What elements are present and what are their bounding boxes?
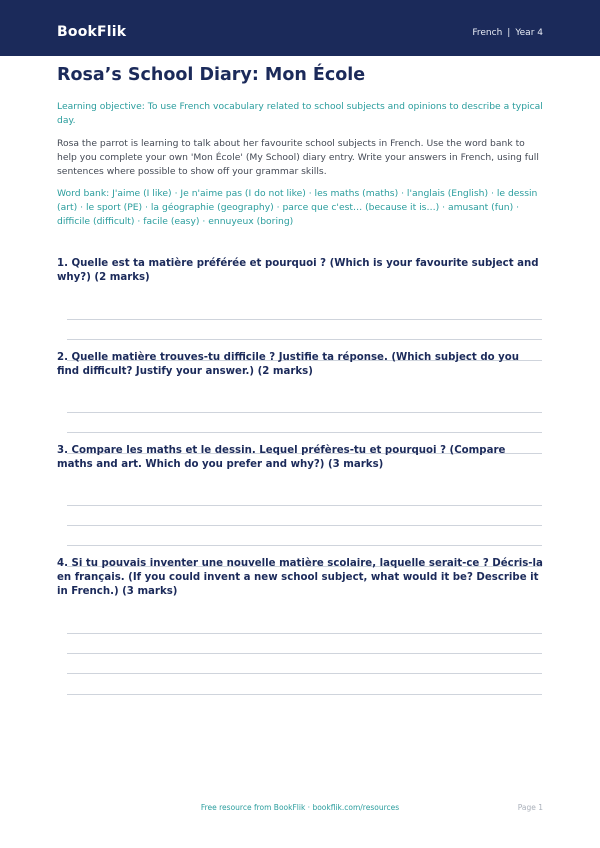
answer-line[interactable] <box>67 525 542 526</box>
answer-line[interactable] <box>67 432 542 433</box>
question-3: 3. Compare les maths et le dessin. Lequel préfères-tu et pourquoi ? (Compare maths and art. Which do you prefer and why?) (3 marks) <box>57 445 506 470</box>
year-label: Year 4 <box>515 28 543 38</box>
question-1: 1. Quelle est ta matière préférée et pourquoi ? (Which is your favourite subject and why?) (2 marks) <box>57 258 539 283</box>
header-bar <box>0 0 600 56</box>
learning-objective: Learning objective: To use French vocabulary related to school subjects and opinions to describe a typical day. <box>57 101 543 126</box>
question-4: 4. Si tu pouvais inventer une nouvelle matière scolaire, laquelle serait-ce ? Décris-la en français. (If you could invent a new school subject, what would it be? Describe it in French.) (3 marks) <box>57 558 543 597</box>
brand-logo-text: BookFlik <box>57 24 127 40</box>
answer-area-4[interactable] <box>67 633 543 695</box>
answer-line[interactable] <box>67 694 542 695</box>
subject-label: French <box>472 28 503 38</box>
meta-separator: | <box>507 28 511 38</box>
answer-line[interactable] <box>67 673 542 674</box>
word-bank: Word bank: J'aime (I like) · Je n'aime pas (I do not like) · les maths (maths) · l'anglais (English) · le dessin (art) · le sport (PE) · la géographie (geography) · parce que c'est… (because it is…) · amusant (fun) · difficile (difficult) · facile (easy) · ennuyeux (boring) <box>57 188 538 227</box>
question-2: 2. Quelle matière trouves-tu difficile ? Justifie ta réponse. (Which subject do you find difficult? Justify your answer.) (2 marks) <box>57 352 520 377</box>
answer-line[interactable] <box>67 412 542 413</box>
question-block <box>57 557 543 695</box>
page-title: Rosa’s School Diary: Mon École <box>57 65 366 85</box>
answer-line[interactable] <box>67 545 542 546</box>
answer-line[interactable] <box>67 319 542 320</box>
answer-line[interactable] <box>67 653 542 654</box>
question-block <box>57 444 543 567</box>
question-block <box>57 351 543 454</box>
subject-year-label <box>472 28 543 38</box>
worksheet-content <box>57 64 543 695</box>
question-block <box>57 257 543 361</box>
answer-line[interactable] <box>67 633 542 634</box>
intro-paragraph: Rosa the parrot is learning to talk about her favourite school subjects in French. Use the word bank to help you complete your own 'Mon École' (My School) diary entry. Write your answers in French, using full sentences where possible to show off your grammar skills. <box>57 138 539 177</box>
footer-credit: Free resource from BookFlik · bookflik.com/resources <box>200 803 400 812</box>
answer-line[interactable] <box>67 339 542 340</box>
page-number: Page 1 <box>517 803 543 812</box>
answer-line[interactable] <box>67 505 542 506</box>
